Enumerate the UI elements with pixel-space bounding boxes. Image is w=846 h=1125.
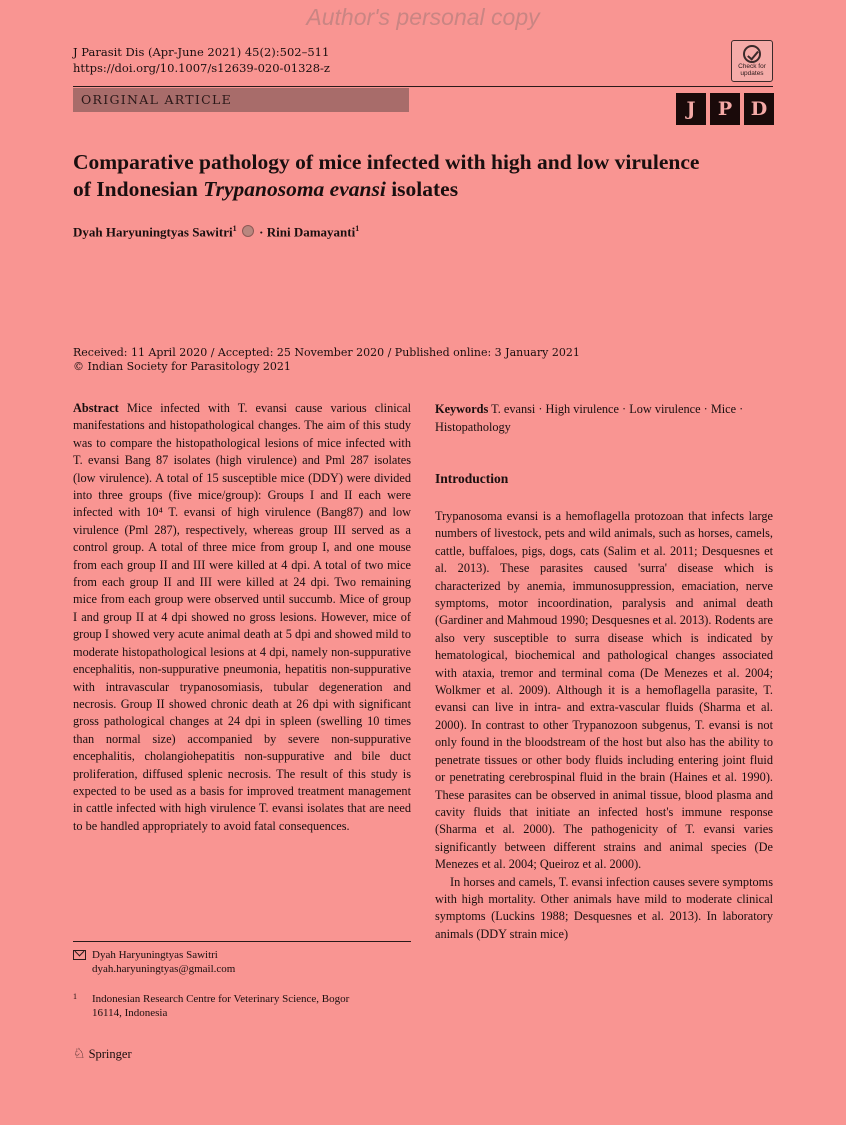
journal-citation: J Parasit Dis (Apr-June 2021) 45(2):502–511 (73, 45, 330, 59)
affiliation-line: 16114, Indonesia (92, 1007, 168, 1019)
springer-logo: ♘ Springer (73, 1047, 132, 1062)
author-name[interactable]: Rini Damayanti (266, 224, 356, 240)
introduction-body (435, 508, 773, 943)
orcid-icon[interactable] (242, 225, 254, 237)
publication-dates: Received: 11 April 2020 / Accepted: 25 November 2020 / Published online: 3 January 2021 © Indian Society for Parasitology 2021 (73, 346, 580, 373)
crossmark-icon (743, 45, 761, 63)
affiliation-line: Indonesian Research Centre for Veterinary Science, Bogor (92, 993, 350, 1005)
abstract-label: Abstract (73, 401, 119, 415)
abstract (73, 400, 411, 835)
intro-paragraph: In horses and camels, T. evansi infection causes severe symptoms with high mortality. Other animals have mild to moderate clinical symptoms (Luckins 1988; Desquesnes et al. 2013). In laboratory animals (DDY strain mice) (435, 874, 773, 941)
article-title: Comparative pathology of mice infected with high and low virulence of Indonesian Trypanosoma evansi isolates (73, 150, 700, 201)
abstract-text: Mice infected with T. evansi cause various clinical manifestations and histopathological changes. The aim of this study was to compare the histopathological lesions of mice infected with T. evansi Bang 87 isolates (high virulence) and Pml 287 isolates (low virulence). A total of 15 susceptible mice (DDY) were divided into three groups (five mice/group): Groups I and II each were infected with 10⁴ T. evansi of high virulence (Bang87) and low virulence (Pml 287), respectively, whereas group III served as a control group. A total of three mice from group I, and one mouse from each group II and III were killed at 4 dpi. A total of two mice from each group II and III were killed at 24 dpi. Two remaining mice from each group were observed until succumb. Mice of group I and group II at 4 dpi showed no gross lesions. However, mice of group I showed very acute animal death at 5 dpi and showed mild to moderate histopathological lesions at 4 dpi, namely non-suppurative encephalitis, non-suppurative pneumonia, hepatitis non-suppurative with intravascular trypanosomiasis, tubular degeneration and necrosis. Group II showed chronic death at 26 dpi with significant gross pathological changes at 24 dpi in spleen (swelling 10 times than normal size) accompanied by severe non-suppurative encephalitis, cholangiohepatitis non-suppurative and bile duct proliferation, diffused splenic necrosis. The result of this study is expected to be used as a basis for improved treatment management in cattle infected with high virulence T. evansi isolates that are need to be handled appropriately to avoid fatal consequences. (73, 401, 411, 833)
journal-logo (676, 93, 774, 125)
logo-letter: D (744, 93, 774, 125)
author-name[interactable]: Dyah Haryuningtyas Sawitri (73, 224, 233, 240)
watermark: Author's personal copy (306, 4, 540, 30)
correspondent-email[interactable]: dyah.haryuningtyas@gmail.com (92, 963, 236, 975)
crossmark-badge[interactable] (731, 40, 773, 82)
crossmark-label: Check for updates (738, 63, 766, 77)
keywords: Keywords T. evansi · High virulence · Low virulence · Mice · Histopathology (435, 402, 744, 434)
logo-letter: P (710, 93, 740, 125)
springer-horse-icon: ♘ (73, 1047, 86, 1062)
header-rule (73, 86, 773, 87)
correspondent-name: Dyah Haryuningtyas Sawitri (92, 949, 218, 961)
footnote-rule (73, 941, 411, 942)
doi-link[interactable]: https://doi.org/10.1007/s12639-020-01328-z (73, 61, 330, 75)
section-heading-introduction: Introduction (435, 471, 509, 486)
logo-letter: J (676, 93, 706, 125)
envelope-icon (73, 950, 86, 964)
affiliation-number: 1 (73, 992, 77, 1001)
intro-paragraph: Trypanosoma evansi is a hemoflagella protozoan that infects large numbers of livestock, pets and wild animals, such as horses, camels, cattle, buffaloes, pigs, dogs, cats (Salim et al. 2011; Desquesnes et al. 2013). These parasites caused 'surra' disease which is characterized by anemia, immunosuppression, emaciation, nerve symptoms, motor incoordination, paralysis and animal death (Gardiner and Mahmoud 1990; Desquesnes et al. 2013). Rodents are also very susceptible to surra disease which is indicated by hematological, biochemical and pathological changes associated with ataxia, tremor and terminal coma (De Menezes et al. 2004; Wolkmer et al. 2009). Although it is a hemoflagella parasite, T. evansi can live in intra- and extra-vascular fluids (Sharma et al. 2000). In contrast to other Trypanozoon subgenus, T. evansi is not only found in the bloodstream of the host but also has the ability to penetrate tissues or other body fluids including entering joint fluid or penetrating cerebrospinal fluid in the brain (Haines et al. 1990). These parasites can be observed in animal tissue, blood plasma and cavity fluids that initiate an infected host's immune response (Sharma et al. 2000). The pathogenicity of T. evansi varies significantly between different strains and animal species (De Menezes et al. 2004; Queiroz et al. 2000). (435, 509, 773, 872)
article-type-bar: ORIGINAL ARTICLE (73, 88, 409, 112)
author-list: Dyah Haryuningtyas Sawitri$^1$ · Rini Damayanti$^1$ (73, 224, 360, 240)
